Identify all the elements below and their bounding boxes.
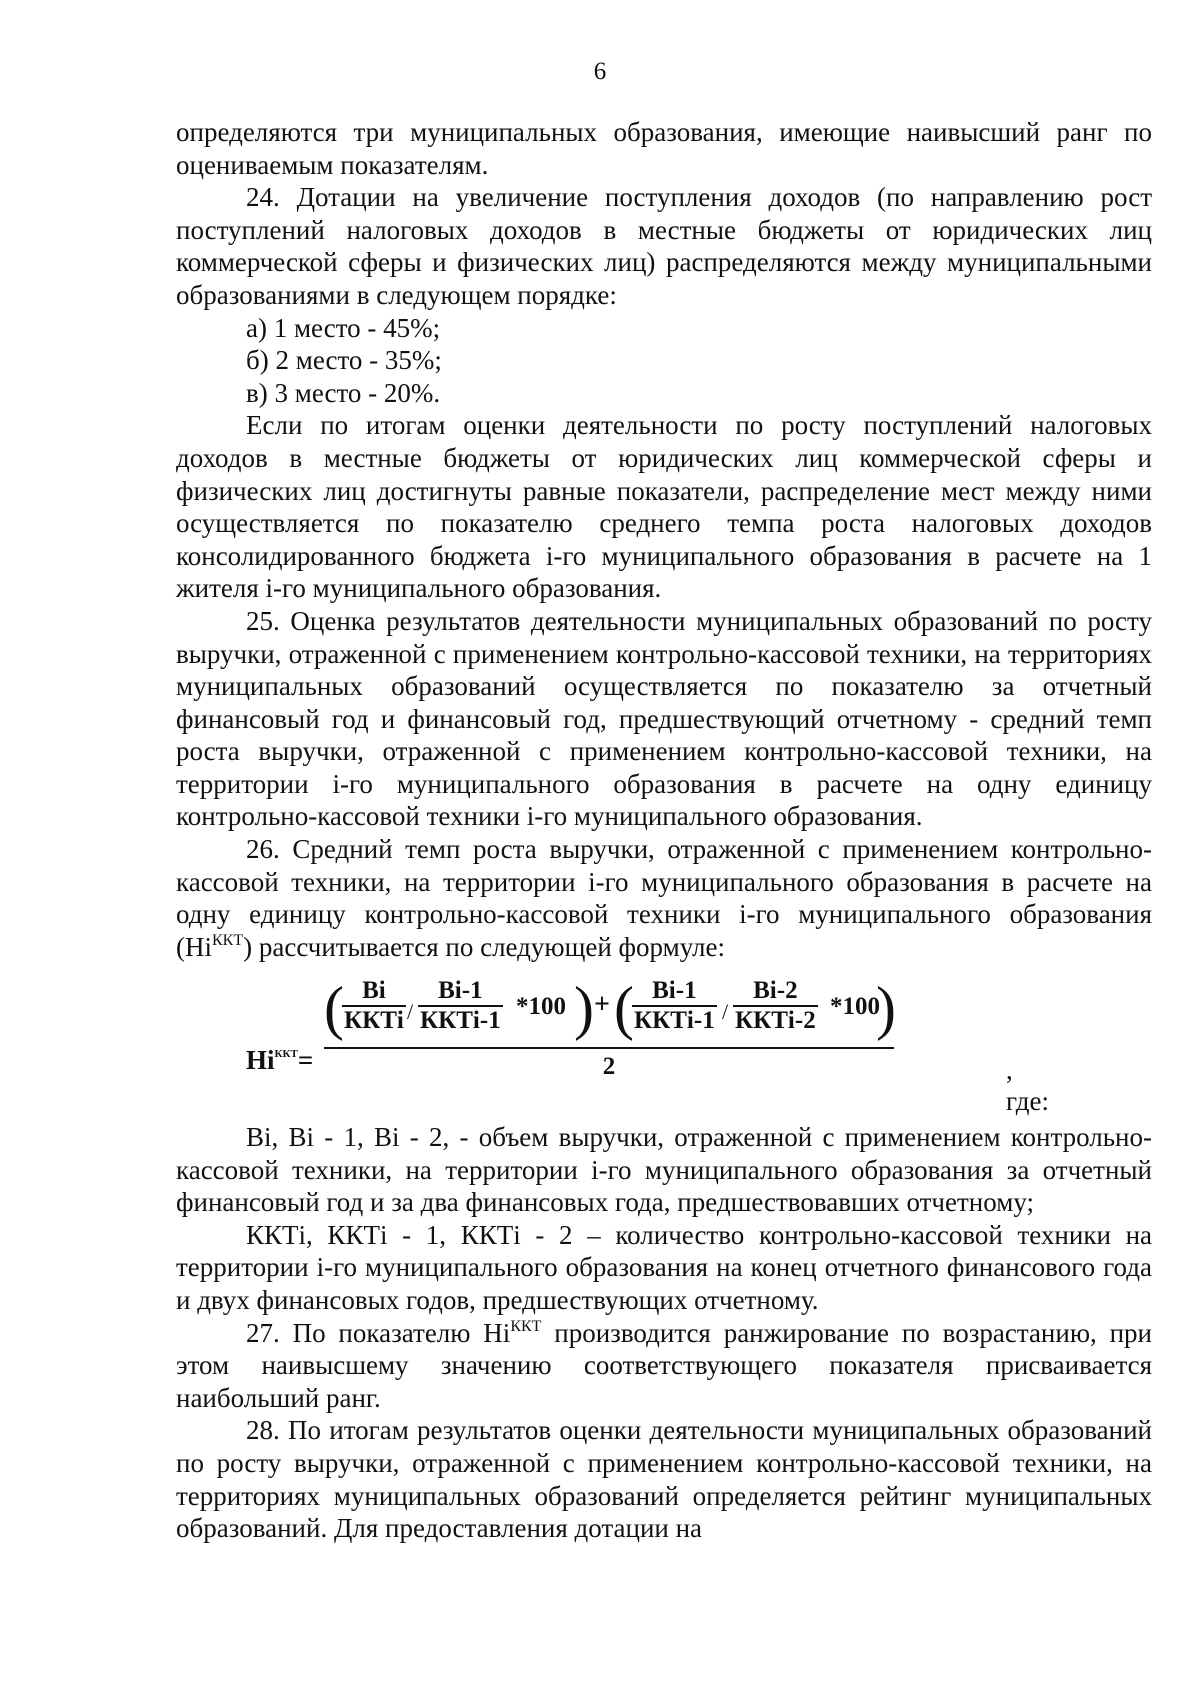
plus-sign: + xyxy=(594,989,610,1020)
slash-1: / xyxy=(407,999,414,1024)
text-block-bottom xyxy=(176,1121,1152,1545)
paren-close-1: ) xyxy=(574,975,594,1041)
formula-lhs: $Hi^{ККТ}=$ xyxy=(246,1045,314,1075)
paragraph-continuation: определяются три муниципальных образования, имеющие наивысший ранг по оцениваемым показателям. xyxy=(176,117,1152,180)
paragraph-24: 24. Дотации на увеличение поступления доходов (по направлению рост поступлений налоговых доходов в местные бюджеты от юридических лиц коммерческой сферы и физических лиц) распределяются между муниципальными образованиями в следующем порядке: xyxy=(176,182,1152,310)
paren-open-2: ( xyxy=(614,975,634,1041)
page-number: 6 xyxy=(593,58,607,85)
superscript-kkt-27: ККТ xyxy=(510,1317,542,1335)
paragraph-equal-indicators: Если по итогам оценки деятельности по росту поступлений налоговых доходов в местные бюджеты от юридических лиц коммерческой сферы и физических лиц достигнуты равные показатели, распределение мест между ними осуществляется по показателю среднего темпа роста налоговых доходов консолидированного бюджета i-го муниципального образования в расчете на 1 жителя i-го муниципального образования. xyxy=(176,410,1152,604)
superscript-kkt: ККТ xyxy=(212,931,244,949)
paragraph-27-text: 27. По показателю Hi xyxy=(246,1317,511,1348)
formula-hi-kkt xyxy=(246,975,1146,1116)
paragraph-26-text: 26. Средний темп роста выручки, отраженной с применением контрольно-кассовой техники, на территории i-го муниципального образования в расчете на одну единицу контрольно-кассовой техники i-го муниципального образования (Hi xyxy=(176,834,1152,962)
slash-2: / xyxy=(722,999,729,1024)
paragraph-26 xyxy=(176,833,1152,963)
fraction-bi1-kkti1: Bi-1 ККТi-1 xyxy=(420,977,501,1034)
paragraph-27-text-end: производится ранжирование по возрастанию, при этом наивысшему значению соответствующего показателя присваивается наибольший ранг. xyxy=(176,1317,1152,1413)
list-item-a: а) 1 место - 45%; xyxy=(246,312,441,343)
mult-100-2: *100 xyxy=(830,993,880,1020)
paragraph-26-text-end: ) рассчитывается по следующей формуле: xyxy=(243,931,725,962)
paren-close-2: ) xyxy=(876,975,896,1041)
formula-denominator: 2 xyxy=(602,1053,616,1080)
paragraph-27 xyxy=(176,1317,1152,1415)
paragraph-28: 28. По итогам результатов оценки деятельности муниципальных образований по росту выручки, отраженной с применением контрольно-кассовой техники, на территориях муниципальных образований определяется рейтинг муниципальных образований. Для предоставления дотации на xyxy=(176,1415,1152,1544)
text-block-top xyxy=(176,116,1152,963)
paragraph-25: 25. Оценка результатов деятельности муниципальных образований по росту выручки, отраженной с применением контрольно-кассовой техники, на территориях муниципальных образований осуществляется по показателю за отчетный финансовый год и финансовый год, предшествующий отчетному - средний темп роста выручки, отраженной с применением контрольно-кассовой техники, на территории i-го муниципального образования в расчете на одну единицу контрольно-кассовой техники i-го муниципального образования. xyxy=(176,605,1152,832)
fraction-bi2-kkti2: Bi-2 ККТi-2 xyxy=(735,977,816,1034)
formula-where: , где: xyxy=(1006,1055,1049,1116)
fraction-bi-kkti: Bi ККТi xyxy=(344,977,404,1034)
paragraph-bi-definition: Bi, Bi - 1, Bi - 2, - объем выручки, отраженной с применением контрольно-кассовой техники, на территории i-го муниципального образования за отчетный финансовый год и за два финансовых года, предшествовавших отчетному; xyxy=(176,1122,1152,1218)
fraction-bi1-kkti1-second: Bi-1 ККТi-1 xyxy=(634,977,715,1034)
formula-numerator xyxy=(324,975,894,1047)
formula-lhs-superscript: ККТ xyxy=(274,1048,298,1060)
paragraph-kkti-definition: ККТi, ККТi - 1, ККТi - 2 – количество контрольно-кассовой техники на территории i-го муниципального образования на конец отчетного финансового года и двух финансовых годов, предшествующих отчетному. xyxy=(176,1219,1152,1315)
list-item-v: в) 3 место - 20%. xyxy=(246,377,441,408)
list-item-b: б) 2 место - 35%; xyxy=(246,345,442,376)
paren-open-1: ( xyxy=(324,975,344,1041)
formula-main-fraction xyxy=(324,975,894,1081)
mult-100-1: *100 xyxy=(516,993,566,1020)
